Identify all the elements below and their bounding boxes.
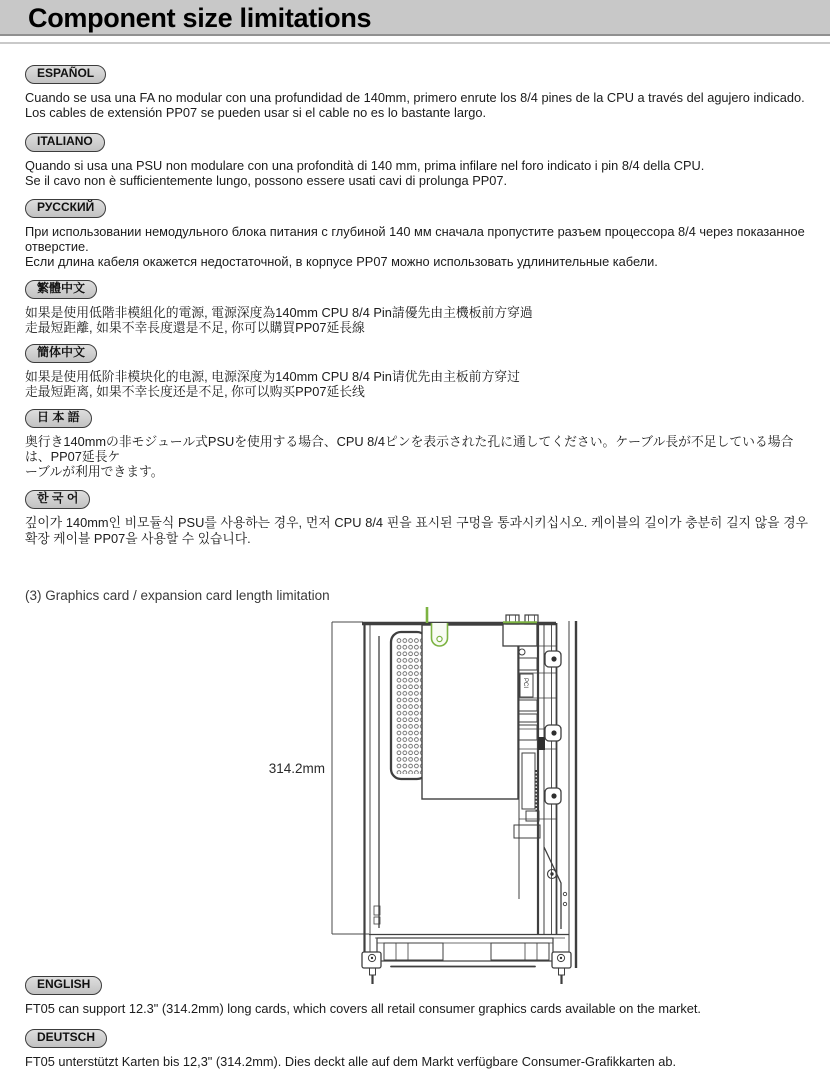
case-bottom (362, 935, 571, 985)
figure-caption: (3) Graphics card / expansion card length limitation (25, 588, 330, 603)
language-text-line: FT05 can support 12.3" (314.2mm) long cards, which covers all retail consumer graphics cards available on the market. (25, 1001, 701, 1016)
language-text-line: FT05 unterstützt Karten bis 12,3" (314.2mm). Dies deckt alle auf dem Markt verfügbare Consumer-Grafikkarten ab. (25, 1054, 677, 1069)
language-text-line: При использовании немодульного блока питания с глубиной 140 мм сначала пропустите разъем процессора 8/4 через показанное отверстие. (25, 224, 805, 254)
page-header (0, 0, 830, 36)
language-badge-russian: РУССКИЙ (25, 199, 106, 218)
case-diagram (250, 597, 600, 989)
language-text-line: 깊이가 140mm인 비모듈식 PSU를 사용하는 경우, 먼저 CPU 8/4 핀을 표시된 구멍을 통과시키십시오. 케이블의 길이가 충분히 길지 않을 경우 (25, 515, 808, 530)
language-text-line: Los cables de extensión PP07 se pueden usar si el cable no es lo bastante largo. (25, 105, 486, 120)
language-badge-english: ENGLISH (25, 976, 102, 995)
language-text-line: ーブルが利用できます。 (25, 464, 164, 479)
language-text-line: Quando si usa una PSU non modulare con una profondità di 140 mm, prima infilare nel foro indicato i pin 8/4 della CPU. (25, 158, 705, 173)
language-text-line: Если длина кабеля окажется недостаточной, в корпусе PP07 можно использовать удлинительные кабели. (25, 254, 658, 269)
language-section-espanol (25, 64, 808, 120)
language-section-traditional-chinese (25, 279, 808, 335)
graphics-card-outline (422, 625, 518, 799)
language-text-line: 走最短距離, 如果不幸長度還是不足, 你可以購買PP07延長線 (25, 320, 365, 335)
language-section-deutsch (25, 1028, 808, 1069)
language-badge-japanese: 日 本 語 (25, 409, 92, 428)
language-text-line: 走最短距离, 如果不幸长度还是不足, 你可以购买PP07延长线 (25, 384, 365, 399)
language-text-line: Se il cavo non è sufficientemente lungo, possono essere usati cavi di prolunga PP07. (25, 173, 508, 188)
pci-slot-label: PCI (522, 678, 528, 689)
header-rule (0, 42, 830, 44)
language-section-simplified-chinese (25, 343, 808, 399)
language-text-line: 확장 케이블 PP07을 사용할 수 있습니다. (25, 531, 251, 546)
language-text-line: 奥行き140mmの非モジュール式PSUを使用する場合、CPU 8/4ピンを表示された孔に通してください。ケーブル長が不足している場合は、PP07延長ケ (25, 434, 794, 464)
language-badge-korean: 한 국 어 (25, 490, 90, 509)
language-section-russian (25, 198, 808, 269)
language-section-italiano (25, 132, 808, 188)
page-title: Component size limitations (28, 3, 372, 33)
language-text-line: 如果是使用低阶非模块化的电源, 电源深度为140mm CPU 8/4 Pin请优先由主板前方穿过 (25, 369, 520, 384)
language-section-korean (25, 489, 808, 547)
language-badge-simplified-chinese: 簡体中文 (25, 344, 97, 363)
gpu-holder-tab (432, 623, 448, 646)
language-section-japanese (25, 408, 808, 479)
dimension-label: 314.2mm (268, 761, 325, 776)
case-diagram-area (25, 604, 808, 975)
language-text-line: Cuando se usa una FA no modular con una profundidad de 140mm, primero enrute los 8/4 pines de la CPU a través del agujero indicado. (25, 90, 805, 105)
language-text-line: 如果是使用低階非模組化的電源, 電源深度為140mm CPU 8/4 Pin請優先由主機板前方穿過 (25, 305, 533, 320)
gpu-holder-tab-hole (437, 636, 442, 641)
language-badge-traditional-chinese: 繁體中文 (25, 280, 97, 299)
language-badge-italiano: ITALIANO (25, 133, 105, 152)
language-badge-deutsch: DEUTSCH (25, 1029, 107, 1048)
language-badge-espanol: ESPAÑOL (25, 65, 106, 84)
